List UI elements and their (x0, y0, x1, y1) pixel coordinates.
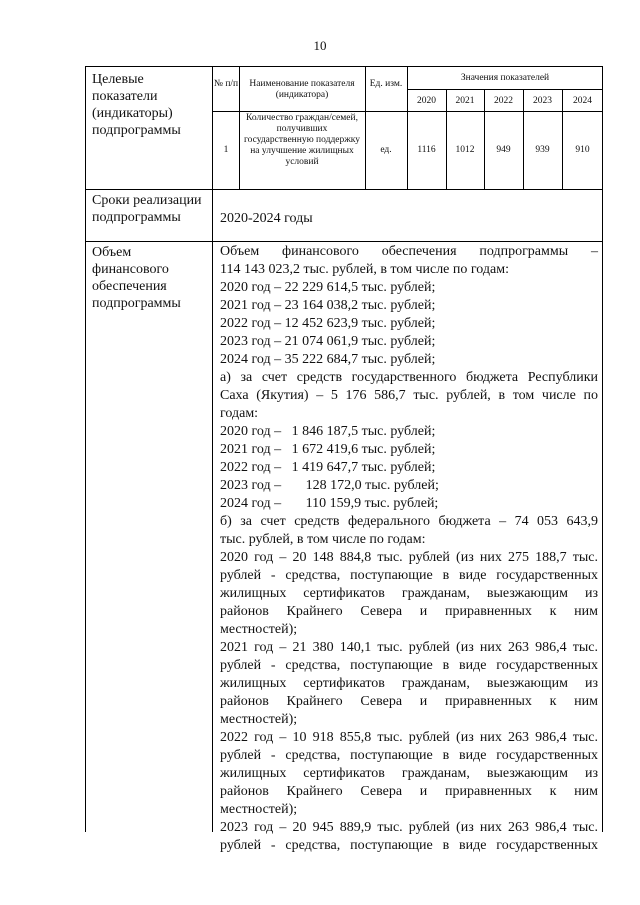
indicator-table (213, 67, 603, 189)
terms-value: 2020-2024 годы (220, 211, 313, 226)
finance-line: 2023 год – 21 074 061,9 тыс. рублей; (220, 334, 436, 349)
finance-line: районов Крайнего Севера и приравненных к ним (220, 604, 598, 619)
finance-line: рублей - средства, поступающие в виде государственных (220, 568, 598, 583)
finance-line: жилищных сертификатов гражданам, выезжающим из (220, 766, 598, 781)
finance-line: 2022 год – 12 452 623,9 тыс. рублей; (220, 316, 436, 331)
value-2024: 910 (575, 145, 590, 155)
finance-line: б) за счет средств федерального бюджета – 74 053 643,9 (220, 514, 598, 529)
finance-line: 2023 год – 20 945 889,9 тыс. рублей (из них 263 986,4 тыс. (220, 820, 598, 835)
col-name-header: Наименование показателя (индикатора) (249, 79, 355, 100)
finance-line: 2020 год – 1 846 187,5 тыс. рублей; (220, 424, 436, 439)
value-2022: 949 (496, 145, 511, 155)
row-divider (86, 241, 602, 242)
finance-line: местностей); (220, 622, 298, 637)
finance-line: 2022 год – 1 419 647,7 тыс. рублей; (220, 460, 436, 475)
finance-label: Объем финансового обеспечения подпрограммы (92, 245, 181, 311)
finance-line: 2021 год – 21 380 140,1 тыс. рублей (из них 263 986,4 тыс. (220, 640, 598, 655)
finance-line: жилищных сертификатов гражданам, выезжающим из (220, 676, 598, 691)
finance-line: жилищных сертификатов гражданам, выезжающим из (220, 586, 598, 601)
finance-line: 2023 год – 128 172,0 тыс. рублей; (220, 478, 439, 493)
col-values-header: Значения показателей (460, 73, 550, 83)
finance-line: а) за счет средств государственного бюджета Республики (220, 370, 598, 385)
finance-line: 2021 год – 1 672 419,6 тыс. рублей; (220, 442, 436, 457)
finance-text (220, 243, 598, 855)
finance-line: 2020 год – 22 229 614,5 тыс. рублей; (220, 280, 436, 295)
finance-line: 2020 год – 20 148 884,8 тыс. рублей (из них 275 188,7 тыс. (220, 550, 598, 565)
passport-table (85, 66, 603, 853)
finance-line: местностей); (220, 712, 298, 727)
finance-line: 2022 год – 10 918 855,8 тыс. рублей (из них 263 986,4 тыс. (220, 730, 598, 745)
finance-line: рублей - средства, поступающие в виде государственных (220, 838, 598, 853)
finance-line: районов Крайнего Севера и приравненных к ним (220, 694, 598, 709)
finance-line: районов Крайнего Севера и приравненных к ним (220, 784, 598, 799)
page-number: 10 (313, 38, 327, 53)
finance-line: тыс. рублей, в том числе по годам: (220, 532, 426, 547)
terms-label: Сроки реализации подпрограммы (92, 193, 202, 225)
year-2024-header: 2024 (573, 96, 592, 106)
row-indicator-name: Количество граждан/семей, получивших государственную поддержку на улучшение жилищных условий (243, 113, 361, 167)
year-2023-header: 2023 (533, 96, 552, 106)
finance-line: 2024 год – 35 222 684,7 тыс. рублей; (220, 352, 436, 367)
finance-line: рублей - средства, поступающие в виде государственных (220, 658, 598, 673)
row-unit: ед. (380, 145, 392, 155)
finance-line: 114 143 023,2 тыс. рублей, в том числе по годам: (220, 262, 509, 277)
row-num: 1 (223, 145, 229, 155)
finance-line: Саха (Якутия) – 5 176 586,7 тыс. рублей, в том числе по (220, 388, 598, 403)
col-num-header: № п/п (213, 79, 239, 89)
finance-line: 2024 год – 110 159,9 тыс. рублей; (220, 496, 439, 511)
finance-line: местностей); (220, 802, 298, 817)
finance-line: годам: (220, 406, 259, 421)
year-2020-header: 2020 (417, 96, 436, 106)
col-unit-header: Ед. изм. (369, 79, 403, 89)
value-2021: 1012 (455, 145, 475, 155)
row-divider (86, 189, 602, 190)
value-2020: 1116 (417, 145, 436, 155)
year-2021-header: 2021 (455, 96, 475, 106)
year-2022-header: 2022 (494, 96, 513, 106)
value-2023: 939 (535, 145, 550, 155)
finance-line: Объем финансового обеспечения подпрограммы – (220, 244, 598, 259)
targets-label: Целевые показатели (индикаторы) подпрограммы (92, 72, 181, 138)
finance-line: 2021 год – 23 164 038,2 тыс. рублей; (220, 298, 436, 313)
finance-line: рублей - средства, поступающие в виде государственных (220, 748, 598, 763)
